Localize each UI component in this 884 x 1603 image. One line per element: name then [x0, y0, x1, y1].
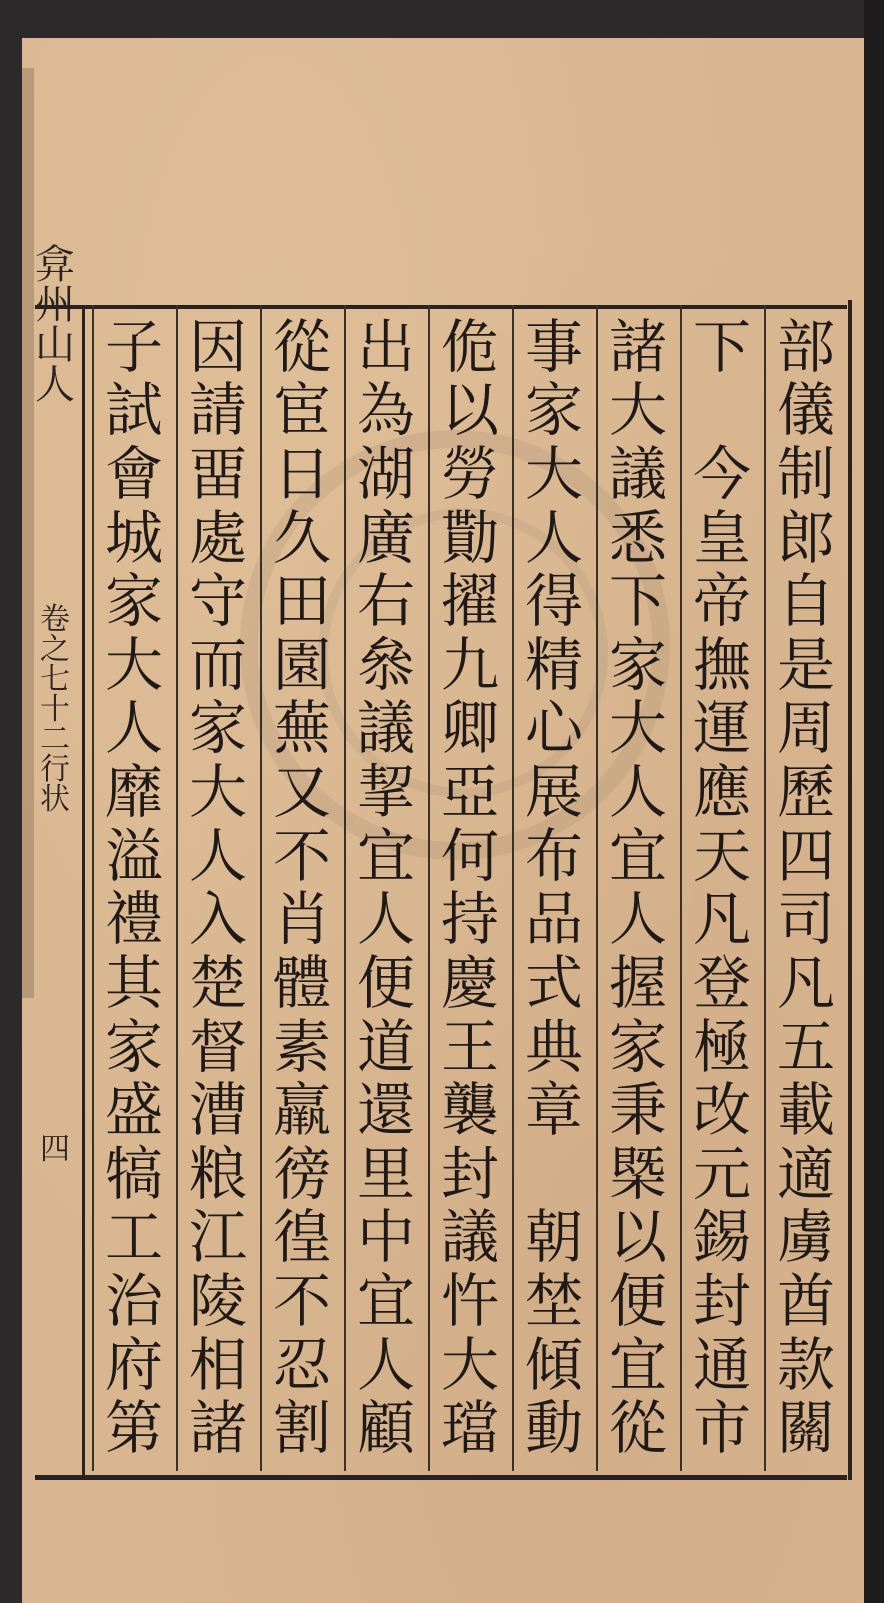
column-character: 擢: [440, 567, 499, 636]
column-character: 肖: [272, 885, 331, 954]
column-character: 精: [524, 630, 583, 699]
gutter-juan: 卷 之 七 十 二 行 状: [40, 602, 70, 817]
column-character: 儀: [776, 376, 835, 445]
column-character: 元: [692, 1139, 751, 1208]
column-character: 工: [104, 1203, 163, 1272]
text-column: [428, 312, 512, 1463]
column-character: 九: [440, 630, 499, 699]
column-character: 從: [272, 312, 331, 381]
column-character: 埜: [524, 1266, 583, 1335]
column-character: 議: [440, 1203, 499, 1272]
column-character: 人: [356, 885, 415, 954]
column-character: 凡: [692, 885, 751, 954]
column-character: 郎: [776, 503, 835, 572]
column-character: 通: [692, 1330, 751, 1399]
column-character: 大: [524, 440, 583, 509]
column-character: 中: [356, 1203, 415, 1272]
column-character: 溢: [104, 821, 163, 890]
column-character: 典: [524, 1012, 583, 1081]
column-character: 璫: [440, 1394, 499, 1463]
column-character: 章: [524, 1076, 583, 1145]
column-character: 極: [692, 1012, 751, 1081]
column-divider: [344, 305, 346, 1471]
column-character: 不: [272, 821, 331, 890]
column-character: 秉: [608, 1076, 667, 1145]
column-character: 以: [440, 376, 499, 445]
column-character: 道: [356, 1012, 415, 1081]
column-character: 大: [188, 758, 247, 827]
column-character: [512, 1142, 596, 1206]
column-character: 制: [776, 440, 835, 509]
column-character: 市: [692, 1394, 751, 1463]
column-divider: [512, 305, 514, 1471]
column-character: 諸: [608, 312, 667, 381]
column-character: 家: [104, 567, 163, 636]
column-character: 楚: [188, 948, 247, 1017]
column-character: 天: [692, 821, 751, 890]
text-column: [764, 312, 848, 1463]
column-character: 以: [608, 1203, 667, 1272]
column-character: 右: [356, 567, 415, 636]
column-character: 佹: [440, 312, 499, 381]
column-character: 大: [104, 630, 163, 699]
column-character: 今: [692, 440, 751, 509]
column-character: 登: [692, 948, 751, 1017]
gutter-title: 弇 州 山 人: [35, 242, 75, 408]
column-character: 四: [776, 821, 835, 890]
column-character: 人: [356, 1330, 415, 1399]
column-character: 入: [188, 885, 247, 954]
column-character: 握: [608, 948, 667, 1017]
column-character: 款: [776, 1330, 835, 1399]
column-divider: [176, 305, 178, 1471]
column-character: 是: [776, 630, 835, 699]
column-character: 封: [440, 1139, 499, 1208]
column-character: 宜: [608, 821, 667, 890]
column-character: 改: [692, 1076, 751, 1145]
column-character: 下: [692, 312, 751, 381]
column-character: 人: [104, 694, 163, 763]
column-character: 羸: [272, 1076, 331, 1145]
column-character: 載: [776, 1076, 835, 1145]
column-character: 周: [776, 694, 835, 763]
column-character: 漕: [188, 1076, 247, 1145]
column-character: 便: [608, 1266, 667, 1335]
column-character: 王: [440, 1012, 499, 1081]
column-character: 禮: [104, 885, 163, 954]
column-character: 錫: [692, 1203, 751, 1272]
column-character: 久: [272, 503, 331, 572]
column-character: 宜: [356, 821, 415, 890]
column-divider: [764, 305, 766, 1471]
gutter-folio: 四: [40, 1132, 70, 1167]
column-character: 酋: [776, 1266, 835, 1335]
column-character: 里: [356, 1139, 415, 1208]
column-character: 心: [524, 694, 583, 763]
column-character: 體: [272, 948, 331, 1017]
column-character: 司: [776, 885, 835, 954]
column-character: 還: [356, 1076, 415, 1145]
column-character: 襲: [440, 1076, 499, 1145]
column-character: 徬: [272, 1139, 331, 1208]
column-character: 下: [608, 567, 667, 636]
column-character: 顧: [356, 1394, 415, 1463]
column-character: [680, 379, 764, 443]
column-character: 虜: [776, 1203, 835, 1272]
column-character: 宦: [272, 376, 331, 445]
column-character: 五: [776, 1012, 835, 1081]
column-character: 請: [188, 376, 247, 445]
text-column: [260, 312, 344, 1463]
column-divider: [260, 305, 262, 1471]
text-column: [596, 312, 680, 1463]
column-character: 為: [356, 376, 415, 445]
column-character: 卿: [440, 694, 499, 763]
column-character: 蕪: [272, 694, 331, 763]
column-character: 家: [104, 1012, 163, 1081]
column-character: 悉: [608, 503, 667, 572]
book-binding-edge: [864, 0, 884, 1603]
column-character: 又: [272, 758, 331, 827]
column-character: 相: [188, 1330, 247, 1399]
column-character: 部: [776, 312, 835, 381]
column-character: 帝: [692, 567, 751, 636]
column-character: 湖: [356, 440, 415, 509]
text-column: [512, 312, 596, 1463]
column-character: 傾: [524, 1330, 583, 1399]
column-character: 治: [104, 1266, 163, 1335]
column-character: 忍: [272, 1330, 331, 1399]
column-character: 處: [188, 503, 247, 572]
column-character: 勩: [440, 503, 499, 572]
column-character: 忤: [440, 1266, 499, 1335]
column-divider: [92, 305, 94, 1471]
column-character: 槩: [608, 1139, 667, 1208]
column-character: 督: [188, 1012, 247, 1081]
column-divider: [428, 305, 430, 1471]
column-divider: [680, 305, 682, 1471]
text-column: [680, 312, 764, 1463]
column-character: 事: [524, 312, 583, 381]
column-character: 歷: [776, 758, 835, 827]
column-character: 應: [692, 758, 751, 827]
column-character: 試: [104, 376, 163, 445]
column-character: 靡: [104, 758, 163, 827]
column-character: 其: [104, 948, 163, 1017]
column-character: 布: [524, 821, 583, 890]
text-column: [92, 312, 176, 1463]
column-character: 諸: [188, 1394, 247, 1463]
column-character: 不: [272, 1266, 331, 1335]
column-character: 人: [524, 503, 583, 572]
center-gutter: [30, 242, 85, 1480]
column-character: 自: [776, 567, 835, 636]
column-character: 式: [524, 948, 583, 1017]
column-character: 勞: [440, 440, 499, 509]
column-character: 挈: [356, 758, 415, 827]
column-character: 家: [608, 1012, 667, 1081]
column-character: 慶: [440, 948, 499, 1017]
column-character: 議: [608, 440, 667, 509]
column-character: 叅: [356, 630, 415, 699]
column-character: 何: [440, 821, 499, 890]
column-character: 大: [608, 694, 667, 763]
column-character: 家: [524, 376, 583, 445]
right-border-rule: [848, 300, 852, 1480]
column-character: 割: [272, 1394, 331, 1463]
column-character: 凡: [776, 948, 835, 1017]
column-character: 便: [356, 948, 415, 1017]
column-character: 亞: [440, 758, 499, 827]
column-divider: [596, 305, 598, 1471]
column-character: 人: [188, 821, 247, 890]
column-character: 朝: [524, 1203, 583, 1272]
column-character: 品: [524, 885, 583, 954]
column-character: 田: [272, 567, 331, 636]
column-character: 人: [608, 758, 667, 827]
column-character: 皇: [692, 503, 751, 572]
column-character: 得: [524, 567, 583, 636]
column-character: 封: [692, 1266, 751, 1335]
column-character: 園: [272, 630, 331, 699]
column-character: 宜: [356, 1266, 415, 1335]
column-character: 犒: [104, 1139, 163, 1208]
column-character: 從: [608, 1394, 667, 1463]
column-character: 關: [776, 1394, 835, 1463]
column-character: 江: [188, 1203, 247, 1272]
column-character: 第: [104, 1394, 163, 1463]
column-character: 大: [440, 1330, 499, 1399]
column-character: 運: [692, 694, 751, 763]
column-character: 而: [188, 630, 247, 699]
column-character: 持: [440, 885, 499, 954]
column-character: 畱: [188, 440, 247, 509]
column-character: 粮: [188, 1139, 247, 1208]
column-character: 因: [188, 312, 247, 381]
column-character: 人: [608, 885, 667, 954]
column-character: 適: [776, 1139, 835, 1208]
text-column: [344, 312, 428, 1463]
column-character: 家: [608, 630, 667, 699]
column-character: 大: [608, 376, 667, 445]
column-character: 動: [524, 1394, 583, 1463]
column-character: 子: [104, 312, 163, 381]
column-character: 議: [356, 694, 415, 763]
column-character: 城: [104, 503, 163, 572]
column-character: 家: [188, 694, 247, 763]
column-character: 府: [104, 1330, 163, 1399]
column-character: 宜: [608, 1330, 667, 1399]
column-character: 守: [188, 567, 247, 636]
text-column: [176, 312, 260, 1463]
column-character: 會: [104, 440, 163, 509]
column-character: 徨: [272, 1203, 331, 1272]
column-character: 日: [272, 440, 331, 509]
column-character: 陵: [188, 1266, 247, 1335]
column-character: 廣: [356, 503, 415, 572]
column-character: 展: [524, 758, 583, 827]
column-character: 撫: [692, 630, 751, 699]
column-character: 素: [272, 1012, 331, 1081]
column-character: 盛: [104, 1076, 163, 1145]
column-character: 出: [356, 312, 415, 381]
